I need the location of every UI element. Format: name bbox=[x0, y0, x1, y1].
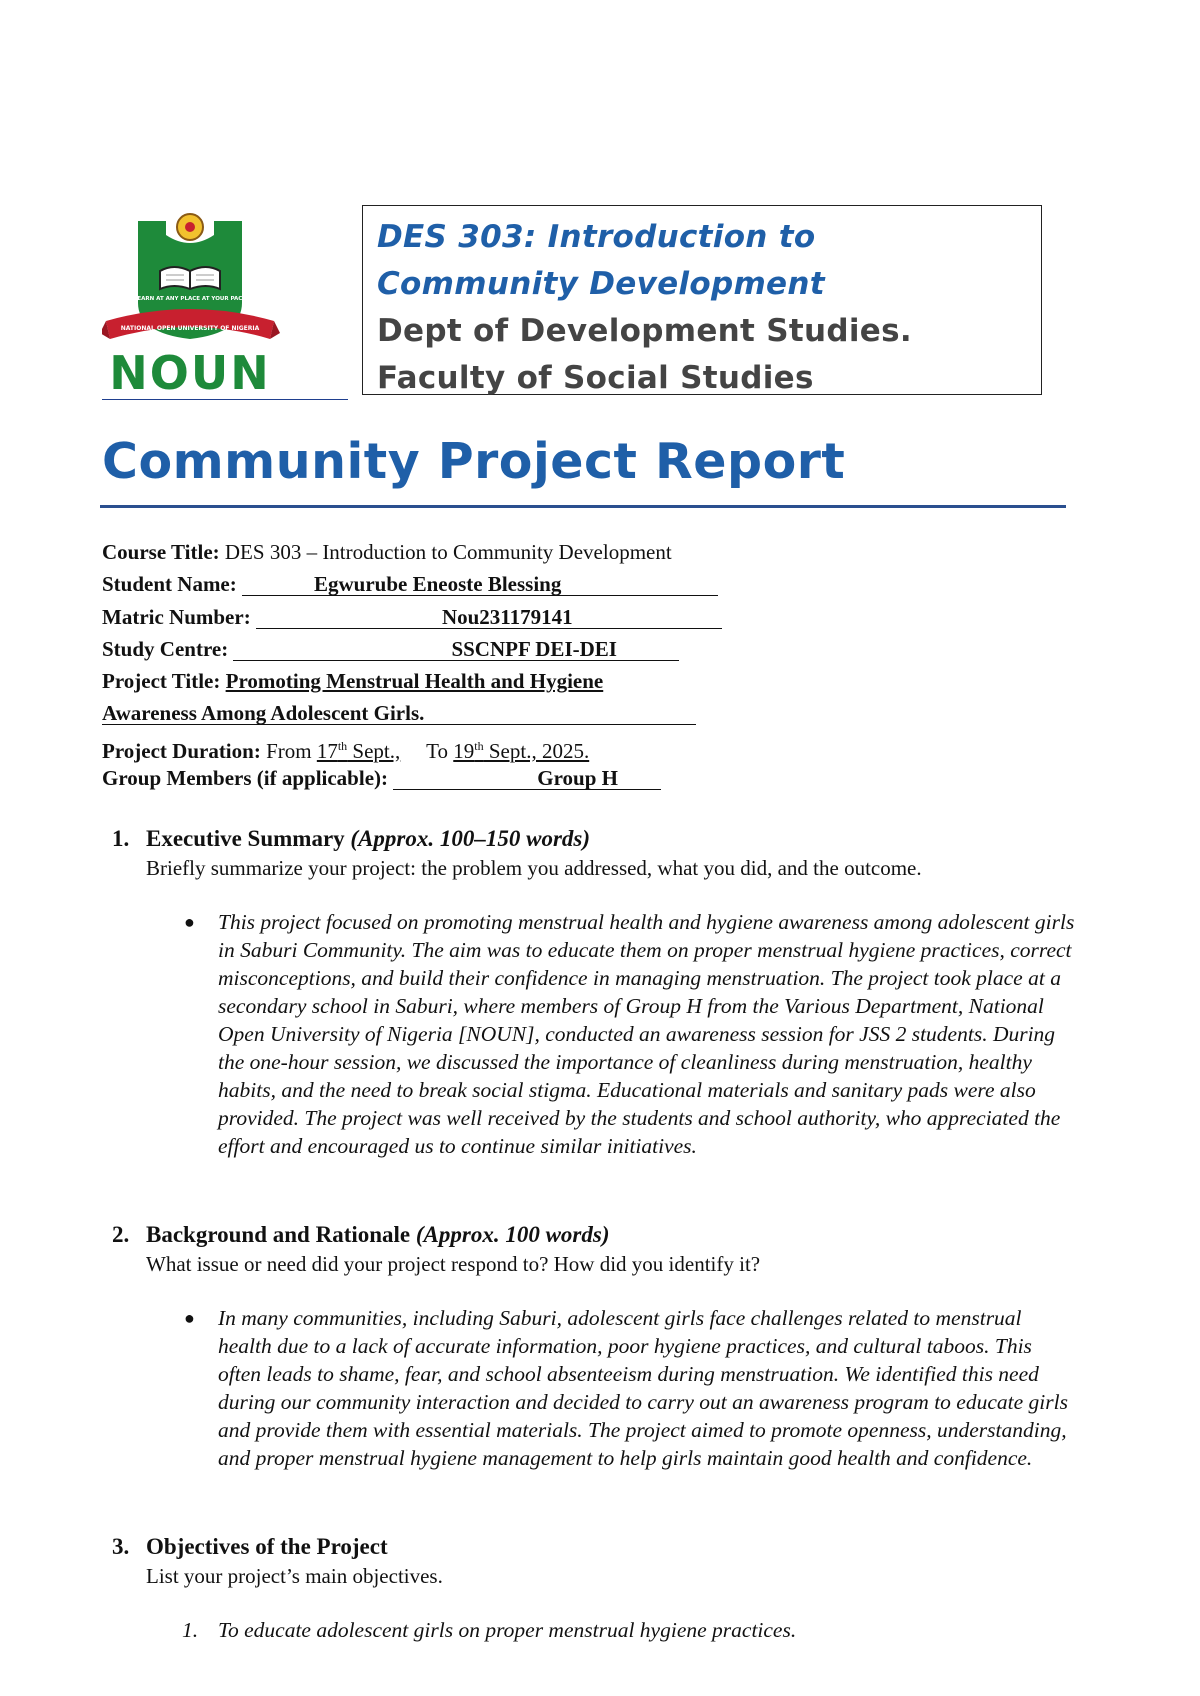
study-centre-label: Study Centre: bbox=[102, 636, 229, 661]
section-background bbox=[112, 1220, 1072, 1472]
course-title-label: Course Title: bbox=[102, 540, 220, 564]
course-title-value: DES 303 – Introduction to Community Development bbox=[224, 540, 672, 564]
project-title-row bbox=[102, 665, 1062, 697]
duration-to: To bbox=[426, 738, 449, 763]
duration-from: From bbox=[266, 738, 312, 763]
department-line: Dept of Development Studies. bbox=[377, 313, 912, 349]
section-prompt: Briefly summarize your project: the problem you addressed, what you did, and the outcome. bbox=[146, 856, 922, 880]
bullet-icon: ● bbox=[184, 912, 195, 932]
student-name-value: Egwurube Eneoste Blessing bbox=[242, 573, 718, 596]
course-code-line: DES 303: Introduction to bbox=[377, 219, 816, 255]
section-approx: (Approx. 100–150 words) bbox=[350, 826, 591, 851]
logo-motto: LEARN AT ANY PLACE AT YOUR PACE bbox=[133, 296, 247, 302]
matric-label: Matric Number: bbox=[102, 604, 251, 629]
logo-wordmark: NOUN bbox=[109, 346, 271, 400]
list-item bbox=[184, 908, 1080, 1160]
duration-start: 17th Sept., bbox=[316, 738, 401, 763]
matric-row bbox=[102, 601, 1062, 633]
course-title-row bbox=[102, 536, 1062, 568]
section-body: In many communities, including Saburi, adolescent girls face challenges related to menstrual health due to a lack of accurate information, poor hygiene practices, and cultural taboos. This often leads to shame, fear, and school absenteeism during menstruation. We identified this need during our community interaction and decided to carry out an awareness program to educate girls and provide them with essential materials. The project aimed to promote openness, understanding, and proper menstrual hygiene management to help girls maintain good health and confidence. bbox=[218, 1306, 1068, 1470]
matric-value: Nou231179141 bbox=[256, 606, 722, 629]
duration-label: Project Duration: bbox=[102, 738, 261, 763]
info-block bbox=[102, 536, 1062, 794]
section-title: Background and Rationale bbox=[146, 1222, 411, 1247]
course-header-box bbox=[362, 205, 1042, 395]
group-label: Group Members (if applicable): bbox=[102, 766, 389, 791]
student-name-label: Student Name: bbox=[102, 572, 237, 597]
section-title: Executive Summary bbox=[146, 826, 345, 851]
study-centre-value: SSCNPF DEI-DEI bbox=[233, 638, 679, 661]
project-title-label: Project Title: bbox=[102, 669, 221, 694]
section-title: Objectives of the Project bbox=[146, 1534, 388, 1559]
section-heading: 2. Background and Rationale (Approx. 100 words) bbox=[112, 1222, 610, 1247]
project-title-line2: Awareness Among Adolescent Girls. bbox=[102, 702, 696, 725]
section-heading: 1. Executive Summary (Approx. 100–150 words) bbox=[112, 826, 591, 851]
project-title-row-2 bbox=[102, 697, 1062, 729]
logo-ribbon-text: NATIONAL OPEN UNIVERSITY OF NIGERIA bbox=[120, 325, 260, 332]
section-approx: (Approx. 100 words) bbox=[415, 1222, 610, 1247]
group-row bbox=[102, 762, 1062, 794]
course-name-line: Community Development bbox=[377, 266, 825, 302]
report-title: Community Project Report bbox=[102, 433, 846, 490]
faculty-line: Faculty of Social Studies bbox=[377, 360, 814, 396]
title-rule bbox=[100, 505, 1066, 508]
duration-end: 19th Sept., 2025. bbox=[453, 738, 590, 763]
bullet-icon: ● bbox=[184, 1308, 195, 1328]
section-prompt: What issue or need did your project respond to? How did you identify it? bbox=[146, 1252, 761, 1276]
section-prompt: List your project’s main objectives. bbox=[146, 1564, 443, 1588]
study-centre-row bbox=[102, 633, 1062, 665]
logo-underline bbox=[102, 399, 348, 400]
project-title-line1: Promoting Menstrual Health and Hygiene bbox=[225, 669, 604, 694]
objective-text: To educate adolescent girls on proper menstrual hygiene practices. bbox=[218, 1618, 797, 1642]
objective-item: 1. To educate adolescent girls on proper menstrual hygiene practices. bbox=[182, 1618, 797, 1642]
section-body: This project focused on promoting menstrual health and hygiene awareness among adolescent girls in Saburi Community. The aim was to educate them on proper menstrual hygiene practices, correct misconceptions, and build their confidence in managing menstruation. The project took place at a secondary school in Saburi, where members of Group H from the Various Department, National Open University of Nigeria [NOUN], conducted an awareness session for JSS 2 students. During the one-hour session, we discussed the importance of cleanliness during menstruation, healthy habits, and the need to break social stigma. Educational materials and sanitary pads were also provided. The project was well received by the students and school authority, who appreciated the effort and encouraged us to continue similar initiatives. bbox=[218, 910, 1075, 1158]
section-heading: 3. Objectives of the Project bbox=[112, 1534, 388, 1559]
group-value: Group H bbox=[393, 767, 661, 790]
section-objectives bbox=[112, 1532, 1072, 1644]
duration-row bbox=[102, 730, 1062, 762]
section-executive-summary bbox=[112, 824, 1075, 1160]
noun-logo bbox=[102, 205, 348, 401]
list-item bbox=[184, 1304, 1080, 1472]
student-name-row bbox=[102, 568, 1062, 600]
